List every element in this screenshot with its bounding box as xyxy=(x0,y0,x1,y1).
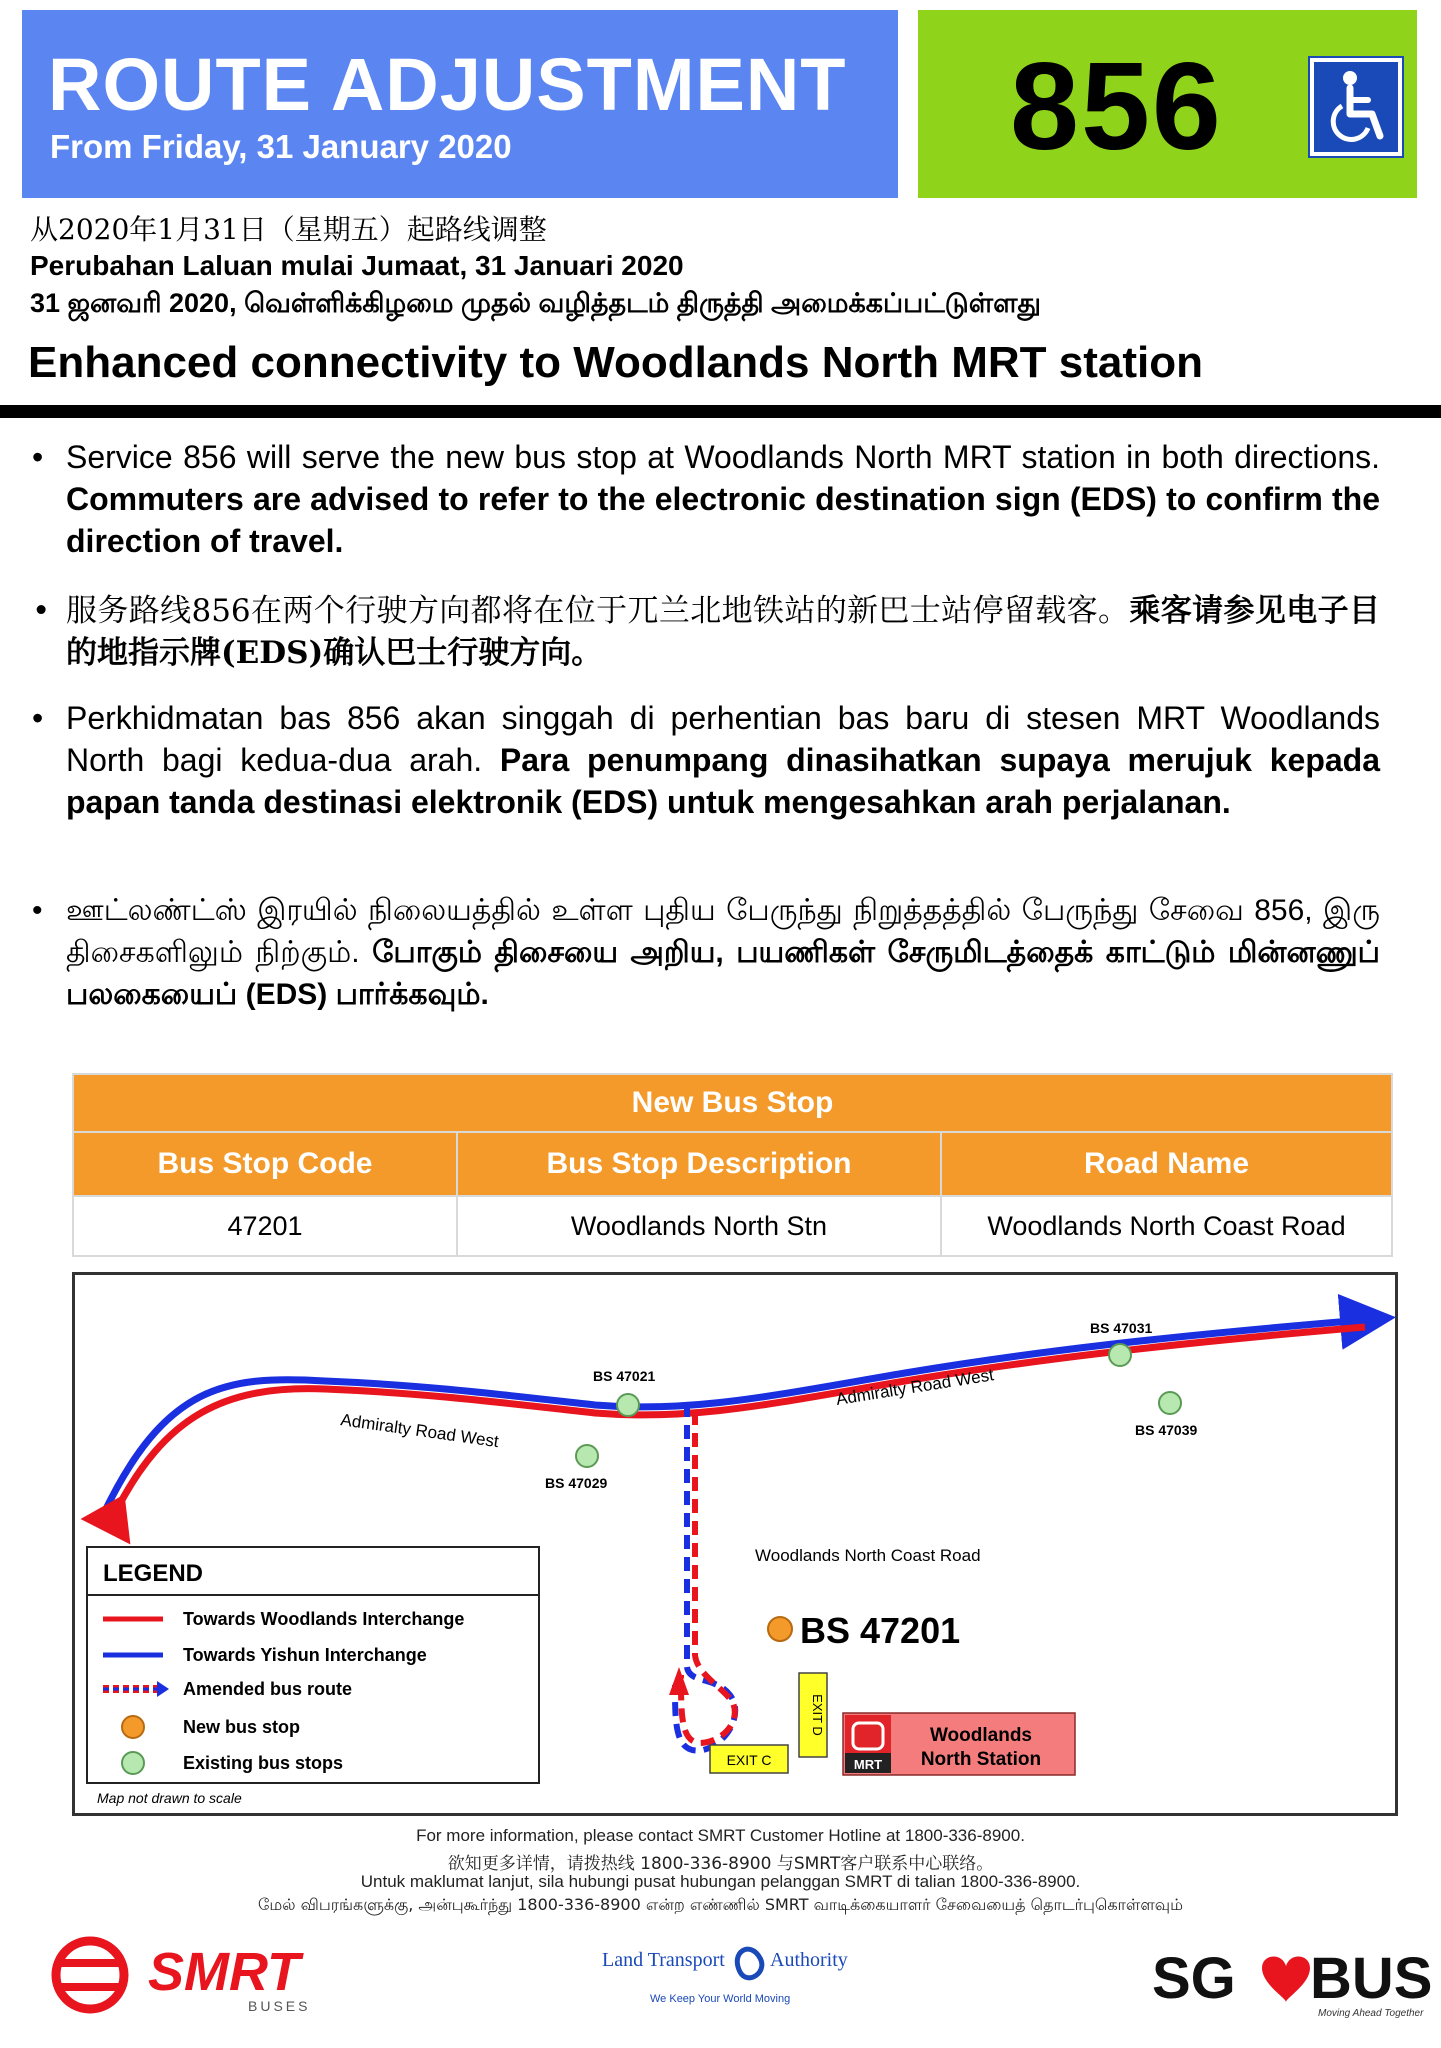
footer-chinese: 欲知更多详情，请拨热线 1800-336-8900 与SMRT客户联系中心联络。 xyxy=(447,1854,994,1874)
bus-stop-label: BS 47031 xyxy=(1090,1320,1153,1336)
page-title: ROUTE ADJUSTMENT xyxy=(48,43,847,126)
subtitle-tamil: 31 ஜனவரி 2020, வெள்ளிக்கிழமை முதல் வழித்தடம் திருத்தி அமைக்கப்பட்டுள்ளது xyxy=(30,288,1041,318)
station-label-2: North Station xyxy=(920,1749,1042,1770)
sgbus-tagline: Moving Ahead Together xyxy=(1318,2008,1424,2019)
exit-d-label: EXIT D xyxy=(810,1694,825,1736)
bullet-bold-text: 乘客请参见电子目的地指示牌(EDS)确认巴士行驶方向。 xyxy=(66,593,1381,671)
bullet-text: ஊட்லண்ட்ஸ் இரயில் நிலையத்தில் உள்ள புதிய பேருந்து நிறுத்தத்தில் பேருந்து சேவை 856, இரு திசைகளிலும் நிற்கும். xyxy=(66,894,1380,969)
headline: Enhanced connectivity to Woodlands North MRT station xyxy=(28,338,1204,387)
bus-stop-47031 xyxy=(1109,1344,1131,1366)
bus-stop-label: BS 47039 xyxy=(1135,1422,1198,1438)
bullet-dot: • xyxy=(32,894,43,927)
effective-date: From Friday, 31 January 2020 xyxy=(50,128,512,165)
table-cell: Woodlands North Stn xyxy=(457,1196,941,1256)
subtitle-chinese: 从2020年1月31日（星期五）起路线调整 xyxy=(30,213,547,246)
column-header: Road Name xyxy=(941,1132,1392,1196)
route-map xyxy=(72,1272,1398,1816)
bullet-bold-text: போகும் திசையை அறிய, பயணிகள் சேருமிடத்தைக் காட்டும் மின்னணுப் பலகையைப் (EDS) பார்க்கவும். xyxy=(66,936,1380,1011)
lta-logo xyxy=(590,1932,870,2022)
lta-logo-text: Land Transport xyxy=(602,1949,725,1971)
column-header: Bus Stop Description xyxy=(457,1132,941,1196)
bullet-malay xyxy=(32,697,1380,823)
exit-c-label: EXIT C xyxy=(726,1752,772,1768)
route-map-svg xyxy=(75,1275,1395,1813)
smrt-logo-subtext: BUSES xyxy=(248,1998,311,2014)
lta-tagline: We Keep Your World Moving xyxy=(650,1993,791,2005)
road-label-admiralty-west-2: Admiralty Road West xyxy=(834,1365,996,1409)
heart-icon xyxy=(1262,1956,1310,2002)
footer-english: For more information, please contact SMRT Customer Hotline at 1800-336-8900. xyxy=(416,1826,1025,1845)
table-row xyxy=(73,1196,1392,1256)
new-bus-stop-table xyxy=(72,1073,1393,1257)
legend-item: New bus stop xyxy=(183,1717,301,1737)
bullet-english xyxy=(32,436,1380,562)
table-cell: 47201 xyxy=(73,1196,457,1256)
bullet-text: 服务路线856在两个行驶方向都将在位于兀兰北地铁站的新巴士站停留载客。 xyxy=(66,593,1130,629)
column-header: Bus Stop Code xyxy=(73,1132,457,1196)
bus-stop-label: BS 47021 xyxy=(593,1368,656,1384)
bullet-dot: • xyxy=(32,700,44,736)
bullet-chinese xyxy=(32,590,1380,674)
legend-title: LEGEND xyxy=(103,1560,204,1587)
route-line-woodlands xyxy=(115,1327,1365,1513)
bullet-bold-text: Para penumpang dinasihatkan supaya merujuk kepada papan tanda destinasi elektronik (EDS) untuk mengesahkan arah perjalanan. xyxy=(66,742,1381,820)
bus-stop-47039 xyxy=(1159,1392,1181,1414)
footer-tamil: மேல் விபரங்களுக்கு, அன்புகூர்ந்து 1800-336-8900 என்ற எண்ணில் SMRT வாடிக்கையாளர் சேவையைத் தொடர்புகொள்ளவும் xyxy=(258,1895,1183,1914)
mrt-badge-label: MRT xyxy=(853,1757,883,1772)
divider xyxy=(0,405,1441,418)
lta-emblem-icon xyxy=(737,1949,762,1978)
new-bus-stop-marker xyxy=(768,1617,792,1641)
bullet-dot: • xyxy=(32,593,51,629)
road-label-admiralty-west-1: Admiralty Road West xyxy=(339,1410,500,1452)
route-line-yishun xyxy=(103,1319,1375,1515)
smrt-logo xyxy=(48,1935,338,2015)
sgbus-logo-text: BUS xyxy=(1310,1946,1433,2011)
map-scale-note: Map not drawn to scale xyxy=(97,1790,242,1806)
smrt-logo-text: SMRT xyxy=(148,1942,301,2002)
subtitle-malay: Perubahan Laluan mulai Jumaat, 31 Januari 2020 xyxy=(30,250,684,281)
bus-stop-47021 xyxy=(617,1394,639,1416)
bullet-text: Service 856 will serve the new bus stop at Woodlands North MRT station in both directions. xyxy=(66,439,1380,475)
sgbus-logo-text: SG xyxy=(1152,1946,1236,2011)
lta-logo-text: Authority xyxy=(770,1949,848,1971)
legend-existing-stop-icon xyxy=(122,1752,144,1774)
route-number: 856 xyxy=(1010,38,1223,176)
legend-item: Towards Woodlands Interchange xyxy=(183,1609,465,1629)
legend-item: Amended bus route xyxy=(183,1679,353,1699)
bus-stop-label: BS 47029 xyxy=(545,1475,608,1491)
wheelchair-icon xyxy=(1310,58,1402,156)
bullet-tamil xyxy=(32,890,1380,1016)
legend-new-stop-icon xyxy=(122,1716,144,1738)
footer-malay: Untuk maklumat lanjut, sila hubungi pusat hubungan pelanggan SMRT di talian 1800-336-8900. xyxy=(360,1872,1081,1891)
bullet-text: Perkhidmatan bas 856 akan singgah di perhentian bas baru di stesen MRT Woodlands North bagi kedua-dua arah. xyxy=(66,700,1380,778)
station-label-1: Woodlands xyxy=(929,1725,1033,1746)
road-label-coast-road: Woodlands North Coast Road xyxy=(755,1546,981,1565)
bullet-bold-text: Commuters are advised to refer to the electronic destination sign (EDS) to confirm the direction of travel. xyxy=(66,481,1380,559)
bus-stop-47029 xyxy=(576,1445,598,1467)
bullet-dot: • xyxy=(32,439,44,475)
new-bus-stop-label: BS 47201 xyxy=(800,1610,961,1651)
legend-item: Towards Yishun Interchange xyxy=(183,1645,427,1665)
sgbus-logo xyxy=(1150,1940,1433,2020)
table-caption: New Bus Stop xyxy=(73,1074,1392,1132)
legend-item: Existing bus stops xyxy=(183,1753,344,1773)
table-cell: Woodlands North Coast Road xyxy=(941,1196,1392,1256)
